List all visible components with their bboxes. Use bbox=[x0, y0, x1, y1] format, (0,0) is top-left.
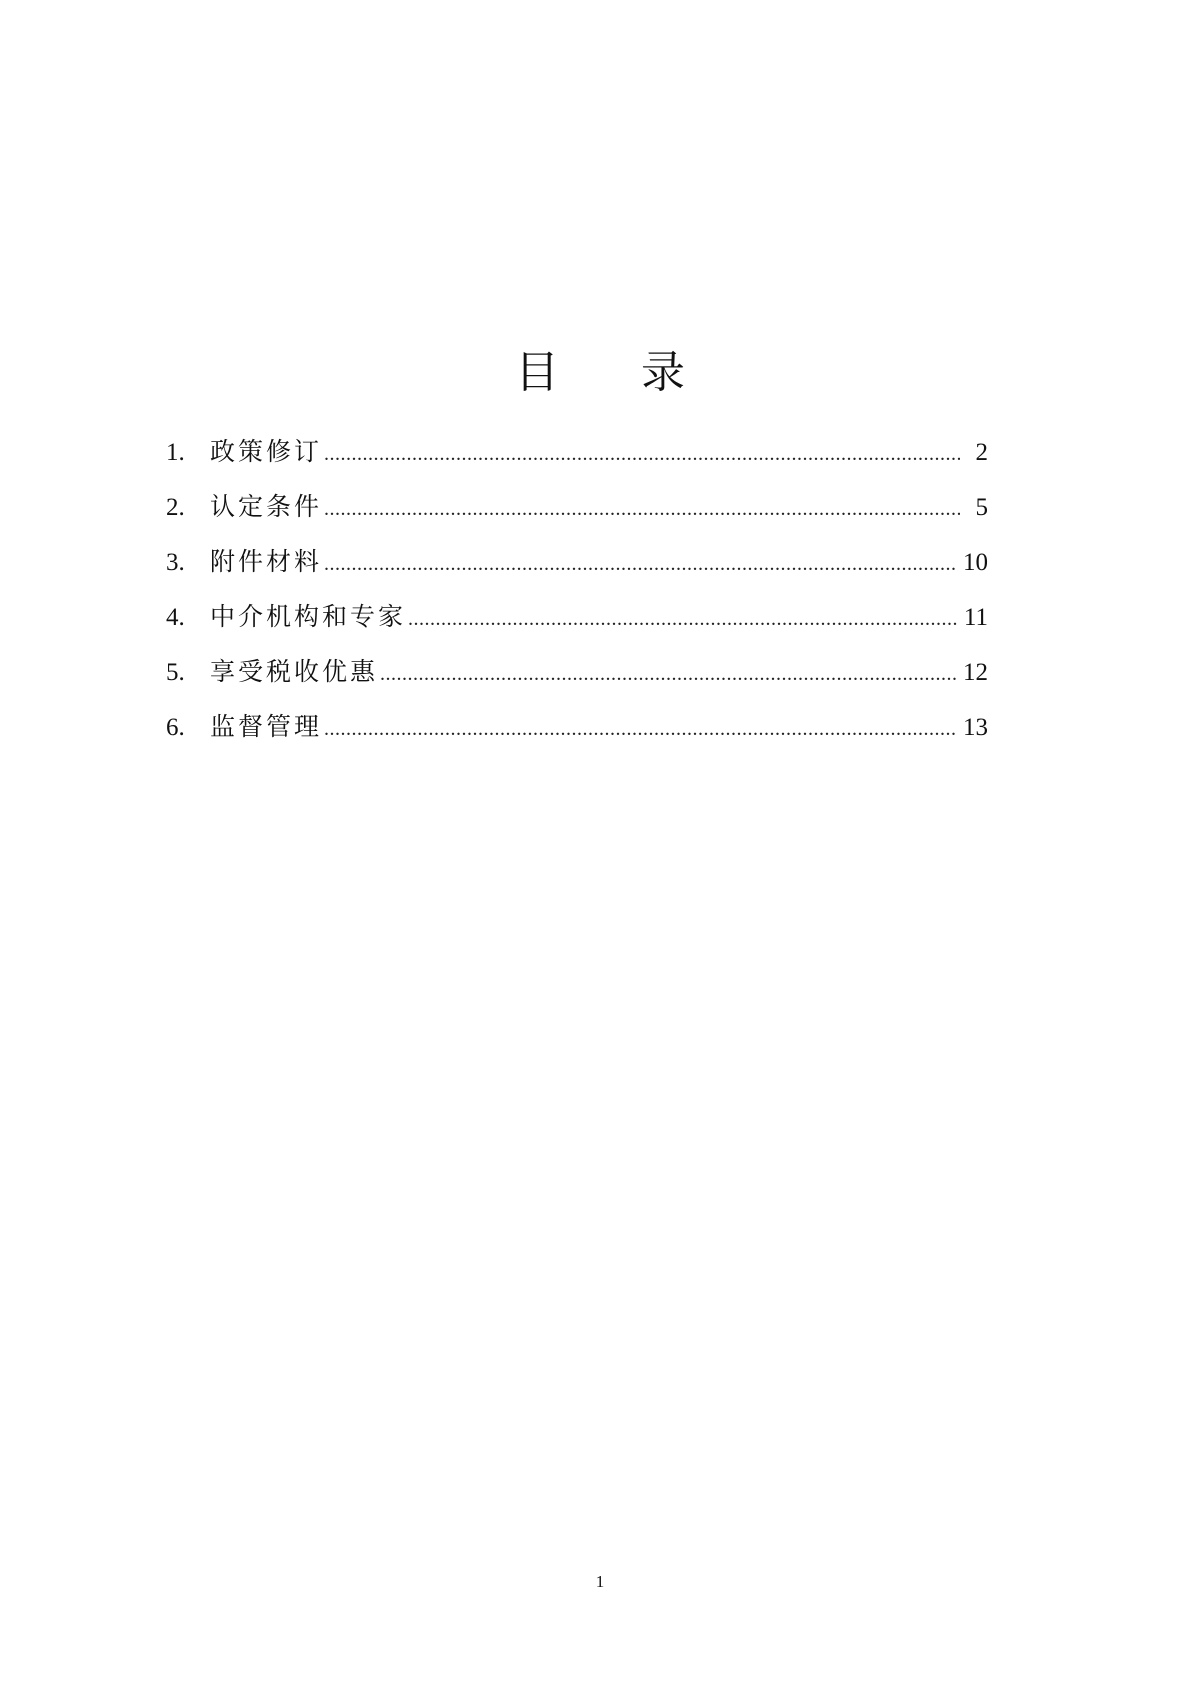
toc-entry-page: 10 bbox=[963, 549, 988, 576]
toc-dot-leader bbox=[324, 434, 960, 474]
toc-entry-heading: 享受税收优惠 bbox=[210, 657, 379, 686]
toc-dot-leader bbox=[380, 654, 957, 694]
toc-entry-heading: 监督管理 bbox=[210, 712, 323, 741]
toc-entry-page: 12 bbox=[963, 659, 988, 686]
table-of-contents bbox=[166, 432, 988, 762]
toc-entry-heading: 中介机构和专家 bbox=[210, 602, 407, 631]
toc-entry[interactable] bbox=[166, 707, 988, 762]
toc-entry[interactable] bbox=[166, 652, 988, 707]
toc-dot-leader bbox=[324, 489, 960, 529]
toc-entry-page: 13 bbox=[963, 714, 988, 741]
toc-entry[interactable] bbox=[166, 597, 988, 652]
toc-entry-number: 5. bbox=[166, 659, 185, 686]
toc-entry-number: 3. bbox=[166, 549, 185, 576]
toc-entry-heading: 认定条件 bbox=[210, 492, 323, 521]
toc-entry-heading: 附件材料 bbox=[210, 547, 323, 576]
page-number: 1 bbox=[595, 1572, 605, 1591]
toc-entry-page: 2 bbox=[975, 439, 988, 466]
toc-entry-number: 2. bbox=[166, 494, 185, 521]
toc-entry-page: 11 bbox=[963, 604, 988, 631]
toc-dot-leader bbox=[408, 599, 958, 639]
toc-entry-number: 6. bbox=[166, 714, 185, 741]
toc-entry-number: 4. bbox=[166, 604, 185, 631]
toc-entry[interactable] bbox=[166, 487, 988, 542]
toc-dot-leader bbox=[324, 544, 957, 584]
toc-entry-number: 1. bbox=[166, 439, 185, 466]
toc-entry-heading: 政策修订 bbox=[210, 437, 323, 466]
toc-entry-page: 5 bbox=[975, 494, 988, 521]
toc-entry[interactable] bbox=[166, 542, 988, 597]
toc-entry[interactable] bbox=[166, 432, 988, 487]
page-title: 目 录 bbox=[515, 347, 719, 399]
toc-dot-leader bbox=[324, 709, 957, 749]
